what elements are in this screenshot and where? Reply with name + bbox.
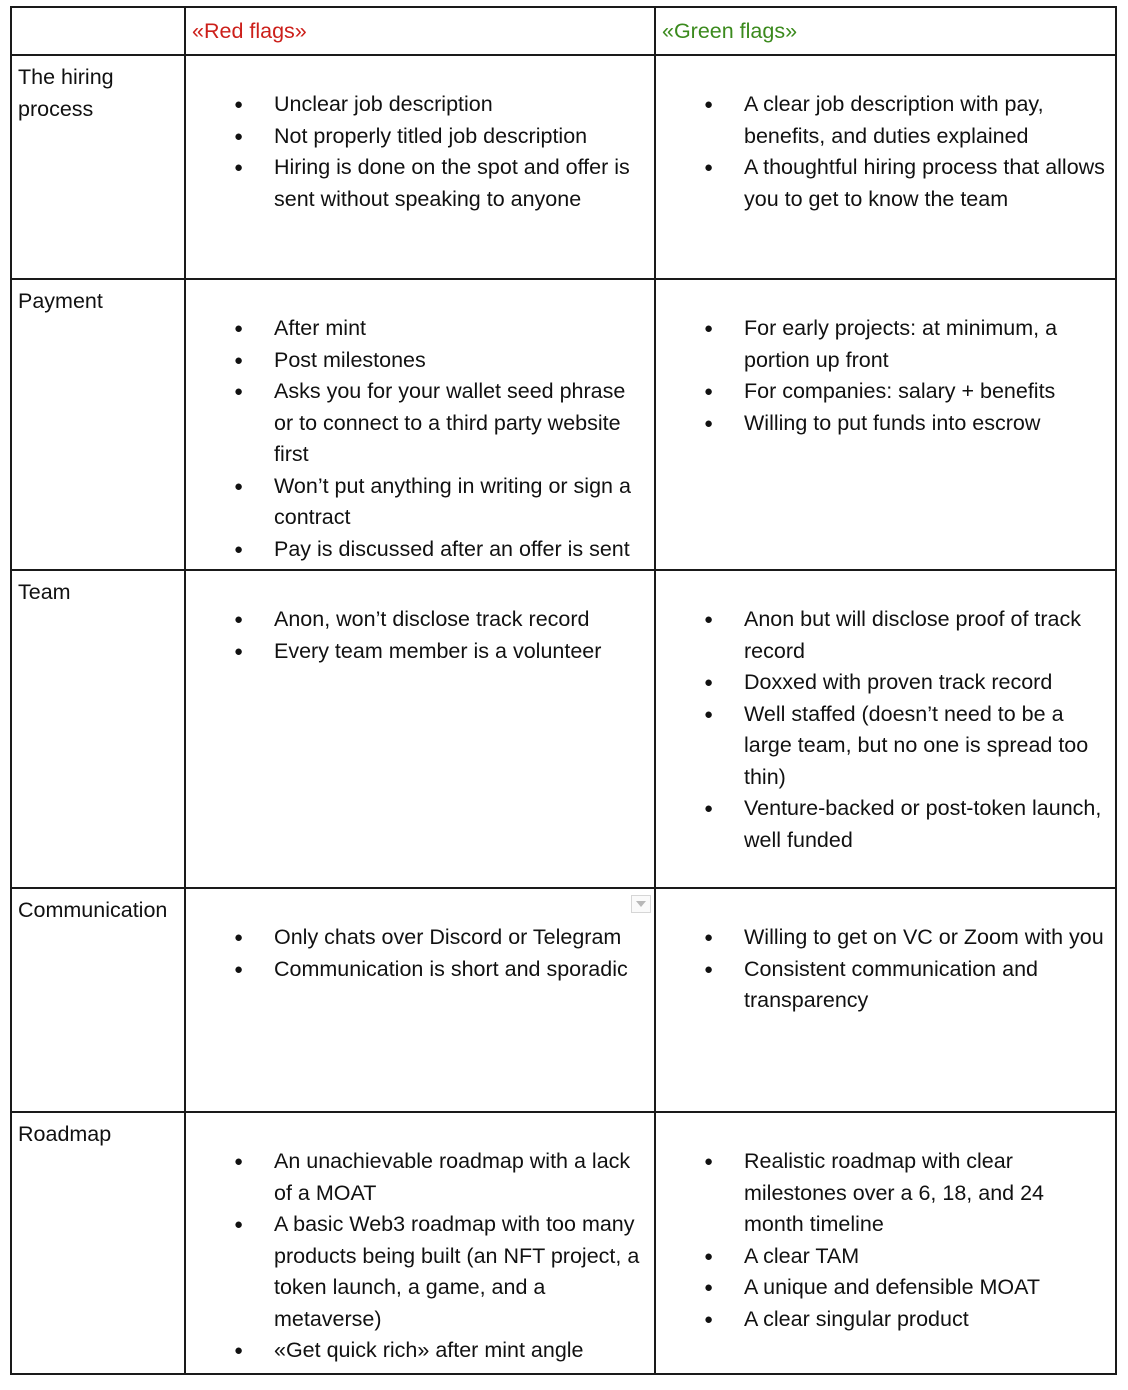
bullet-icon: ● (704, 1279, 714, 1296)
list-item (656, 152, 1109, 215)
flag-text: Well staffed (doesn’t need to be a large team, but no one is spread too thin) (744, 701, 1089, 789)
bullet-icon: ● (234, 642, 244, 660)
bullet-icon: ● (704, 800, 714, 817)
bullet-icon: ● (234, 929, 244, 946)
list-item (186, 1209, 648, 1335)
list-item (186, 345, 648, 377)
list-item (186, 89, 648, 121)
green-flags-cell[interactable] (655, 1112, 1116, 1374)
flag-text: A basic Web3 roadmap with too many products being built (an NFT project, a token launch, a game, and a metaverse) (274, 1212, 640, 1331)
bullet-icon: ● (704, 1153, 714, 1170)
flag-text: A unique and defensible MOAT (744, 1275, 1041, 1299)
list-item (186, 313, 648, 345)
flag-text: A clear job description with pay, benefits, and duties explained (744, 92, 1044, 148)
bullet-icon: ● (234, 127, 244, 145)
bullet-icon: ● (704, 1310, 714, 1328)
red-flags-list (186, 571, 654, 667)
bullet-icon: ● (234, 960, 244, 978)
bullet-icon: ● (234, 159, 244, 176)
list-item (186, 636, 648, 668)
list-item (656, 954, 1109, 1017)
bullet-icon: ● (704, 159, 714, 176)
list-item (656, 699, 1109, 794)
green-flags-list (656, 1113, 1115, 1335)
list-item (186, 922, 648, 954)
list-item (186, 534, 648, 566)
table-row-team (11, 570, 1116, 888)
bullet-icon: ● (704, 96, 714, 113)
list-item (656, 1146, 1109, 1241)
category-cell[interactable] (11, 888, 185, 1112)
flag-text: Hiring is done on the spot and offer is sent without speaking to anyone (274, 155, 630, 211)
table-row-roadmap (11, 1112, 1116, 1374)
cell-dropdown-icon[interactable] (631, 895, 651, 913)
flag-text: For companies: salary + benefits (744, 379, 1056, 403)
list-item (656, 89, 1109, 152)
list-item (186, 152, 648, 215)
list-item (656, 1241, 1109, 1273)
flags-table (10, 6, 1117, 1375)
bullet-icon: ● (234, 96, 244, 113)
flag-text: Not properly titled job description (274, 123, 588, 148)
flag-text: An unachievable roadmap with a lack of a MOAT (274, 1149, 631, 1205)
red-flags-list (186, 889, 654, 985)
bullet-icon: ● (234, 320, 244, 337)
list-item (656, 313, 1109, 376)
flag-text: For early projects: at minimum, a portion up front (744, 316, 1058, 372)
flag-text: After mint (274, 316, 366, 340)
list-item (186, 376, 648, 471)
bullet-icon: ● (234, 1216, 244, 1233)
list-item (656, 667, 1109, 699)
green-flags-cell[interactable] (655, 888, 1116, 1112)
list-item (656, 793, 1109, 856)
header-category-label (12, 8, 184, 16)
flag-text: Won’t put anything in writing or sign a contract (274, 473, 631, 529)
red-flags-title: «Red flags» (192, 19, 307, 43)
flag-text: Pay is discussed after an offer is sent (274, 536, 630, 561)
flag-text: A thoughtful hiring process that allows you to get to know the team (744, 155, 1105, 211)
category-label: Communication (18, 898, 168, 922)
bullet-icon: ● (234, 351, 244, 369)
flag-text: Consistent communication and transparency (744, 956, 1038, 1012)
flag-text: Willing to get on VC or Zoom with you (744, 925, 1104, 949)
flag-text: Communication is short and sporadic (274, 956, 628, 981)
flag-text: Post milestones (274, 347, 426, 372)
bullet-icon: ● (704, 960, 714, 978)
table-row-payment (11, 279, 1116, 570)
list-item (656, 1304, 1109, 1336)
bullet-icon: ● (234, 383, 244, 400)
bullet-icon: ● (704, 705, 714, 723)
red-flags-cell[interactable] (185, 888, 655, 1112)
flag-text: Doxxed with proven track record (744, 670, 1053, 694)
header-cell-red[interactable] (185, 7, 655, 55)
bullet-icon: ● (704, 1247, 714, 1265)
bullet-icon: ● (704, 383, 714, 400)
category-cell[interactable] (11, 570, 185, 888)
bullet-icon: ● (234, 1153, 244, 1170)
list-item (186, 604, 648, 636)
green-flags-cell[interactable] (655, 570, 1116, 888)
flag-text: Venture-backed or post-token launch, well funded (744, 796, 1102, 852)
flag-text: A clear TAM (744, 1243, 860, 1268)
list-item (656, 1272, 1109, 1304)
flag-text: «Get quick rich» after mint angle (274, 1338, 584, 1362)
table-row-communication (11, 888, 1116, 1112)
category-label: Team (18, 580, 71, 604)
bullet-icon: ● (234, 1342, 244, 1359)
bullet-icon: ● (704, 674, 714, 691)
red-flags-cell[interactable] (185, 570, 655, 888)
list-item (186, 954, 648, 986)
green-flags-list (656, 889, 1115, 1017)
list-item (656, 922, 1109, 954)
bullet-icon: ● (704, 320, 714, 337)
category-cell[interactable] (11, 279, 185, 570)
flag-text: Only chats over Discord or Telegram (274, 925, 622, 949)
green-flags-list (656, 571, 1115, 856)
flag-text: Unclear job description (274, 92, 493, 116)
category-label: Payment (18, 289, 103, 313)
header-row (11, 7, 1116, 55)
green-flags-list (656, 280, 1115, 439)
category-cell[interactable] (11, 1112, 185, 1374)
red-flags-cell[interactable] (185, 55, 655, 279)
flag-text: Asks you for your wallet seed phrase or to connect to a third party website first (274, 379, 626, 466)
header-cell-green[interactable] (655, 7, 1116, 55)
bullet-icon: ● (234, 477, 244, 495)
red-flags-list (186, 1113, 654, 1367)
table-row-hiring-process (11, 55, 1116, 279)
list-item (656, 604, 1109, 667)
bullet-icon: ● (234, 611, 244, 628)
red-flags-cell[interactable] (185, 279, 655, 570)
red-flags-cell[interactable] (185, 1112, 655, 1374)
list-item (656, 376, 1109, 408)
green-flags-title: «Green flags» (662, 19, 798, 43)
flag-text: Anon but will disclose proof of track record (744, 607, 1081, 663)
green-flags-list (656, 56, 1115, 215)
red-flags-list (186, 280, 654, 565)
flag-text: Anon, won’t disclose track record (274, 607, 590, 631)
bullet-icon: ● (234, 540, 244, 558)
category-cell[interactable] (11, 55, 185, 279)
green-flags-cell[interactable] (655, 279, 1116, 570)
green-flags-cell[interactable] (655, 55, 1116, 279)
category-label: The hiring process (18, 65, 114, 121)
flag-text: Willing to put funds into escrow (744, 410, 1041, 435)
flag-text: Realistic roadmap with clear milestones over a 6, 18, and 24 month timeline (744, 1149, 1044, 1236)
bullet-icon: ● (704, 414, 714, 432)
flag-text: A clear singular product (744, 1306, 969, 1331)
header-cell-category[interactable] (11, 7, 185, 55)
list-item (186, 1335, 648, 1367)
list-item (186, 471, 648, 534)
category-label: Roadmap (18, 1122, 112, 1146)
list-item (186, 1146, 648, 1209)
bullet-icon: ● (704, 611, 714, 628)
red-flags-list (186, 56, 654, 215)
list-item (656, 408, 1109, 440)
flag-text: Every team member is a volunteer (274, 638, 602, 663)
bullet-icon: ● (704, 929, 714, 946)
list-item (186, 121, 648, 153)
